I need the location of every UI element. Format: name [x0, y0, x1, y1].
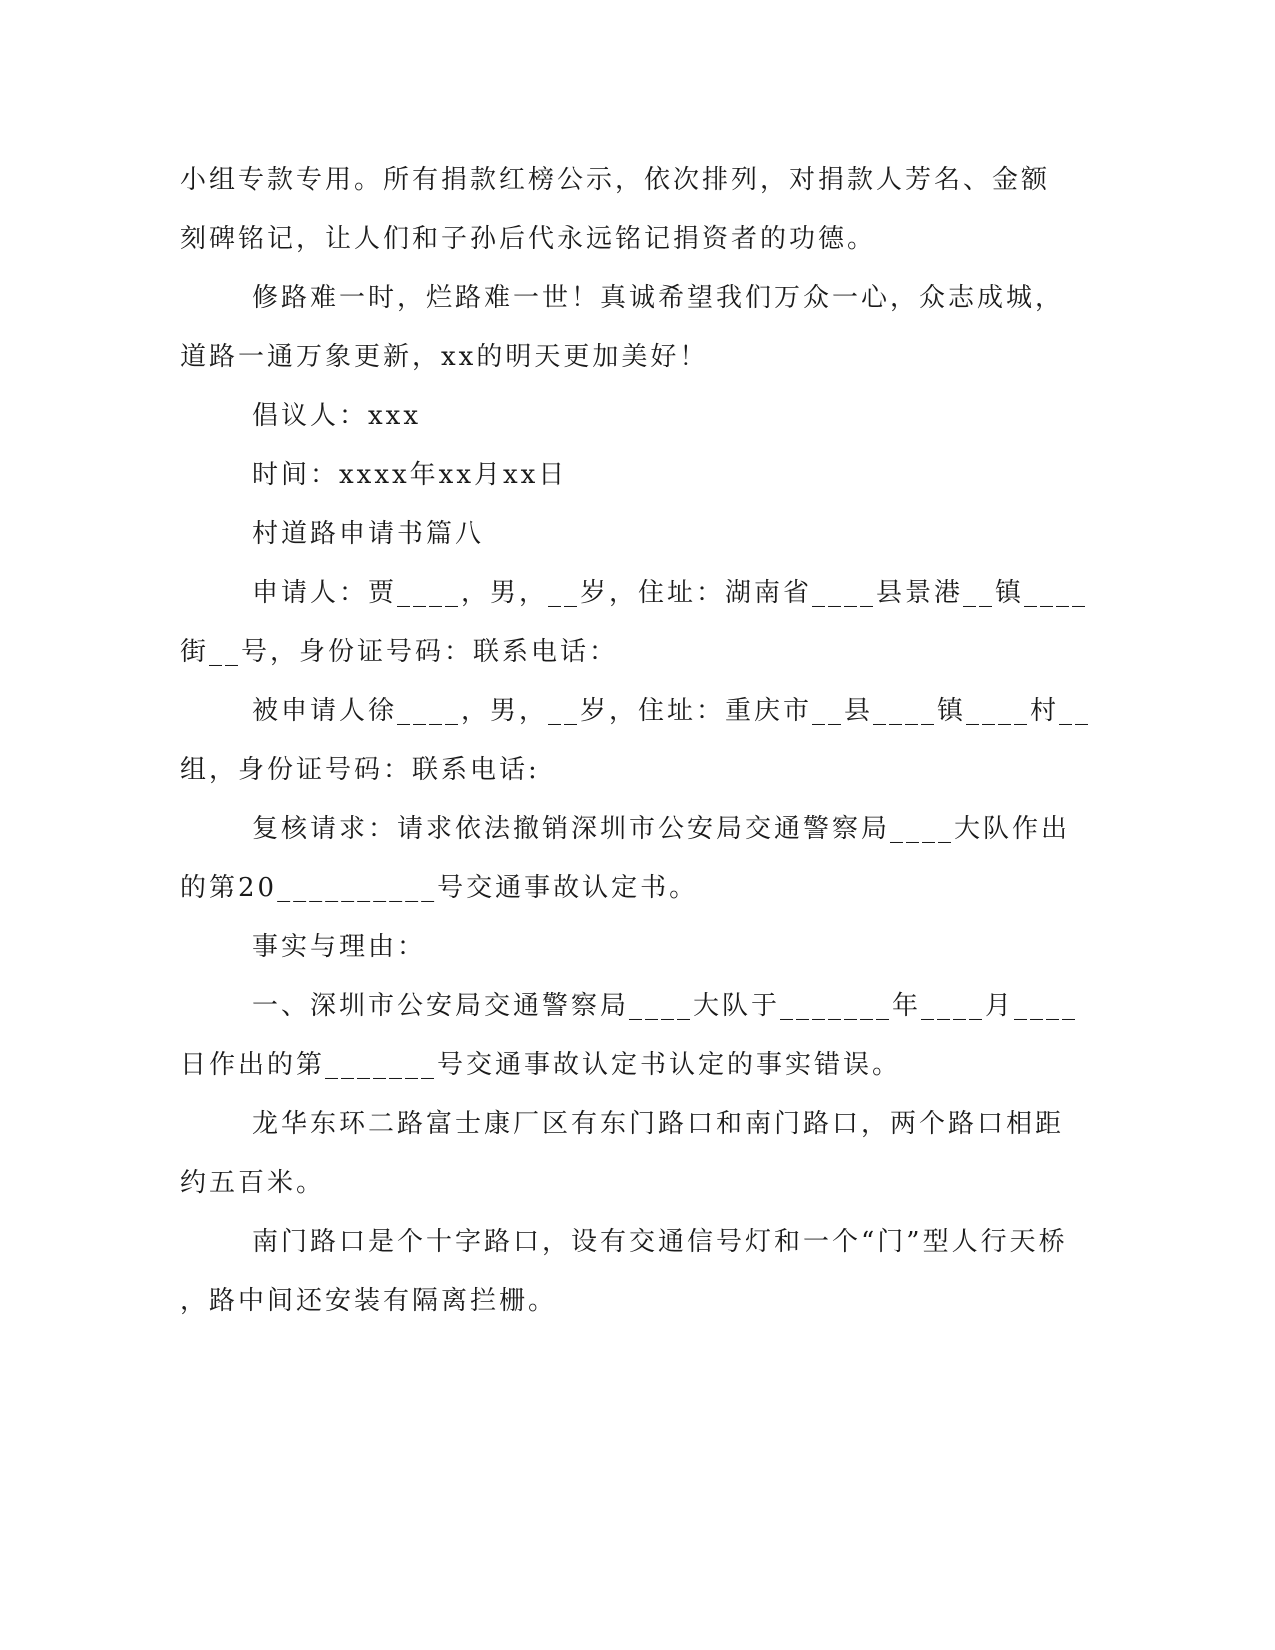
paragraph-line: 被申请人徐____，男，__岁，住址：重庆市__县____镇____村__: [252, 696, 1092, 726]
paragraph-line: 的第20__________号交通事故认定书。: [180, 873, 699, 903]
paragraph-line: 约五百米。: [180, 1168, 326, 1198]
paragraph-line: 南门路口是个十字路口，设有交通信号灯和一个“门”型人行天桥: [252, 1227, 1068, 1257]
paragraph-line: 复核请求：请求依法撤销深圳市公安局交通警察局____大队作出: [252, 814, 1071, 844]
paragraph-line: 小组专款专用。所有捐款红榜公示，依次排列，对捐款人芳名、金额: [180, 165, 1051, 195]
paragraph-line: 一、深圳市公安局交通警察局____大队于_______年____月____: [252, 991, 1079, 1021]
paragraph-line: 日作出的第_______号交通事故认定书认定的事实错误。: [180, 1050, 902, 1080]
paragraph-line: 道路一通万象更新，xx的明天更加美好！: [180, 342, 709, 372]
paragraph-line: 街__号，身份证号码：联系电话：: [180, 637, 619, 667]
paragraph-line: 事实与理由：: [252, 932, 427, 962]
date-line: 时间：xxxx年xx月xx日: [252, 460, 568, 490]
paragraph-line: 刻碑铭记，让人们和子孙后代永远铭记捐资者的功德。: [180, 224, 877, 254]
paragraph-line: ，路中间还安装有隔离拦栅。: [180, 1286, 558, 1316]
proposer-line: 倡议人：xxx: [252, 401, 421, 431]
paragraph-line: 组，身份证号码：联系电话:: [180, 755, 540, 785]
paragraph-line: 申请人：贾____，男，__岁，住址：湖南省____县景港__镇____: [252, 578, 1089, 608]
paragraph-line: 修路难一时，烂路难一世！真诚希望我们万众一心，众志成城，: [252, 283, 1065, 313]
paragraph-line: 龙华东环二路富士康厂区有东门路口和南门路口，两个路口相距: [252, 1109, 1065, 1139]
section-title: 村道路申请书篇八: [252, 519, 485, 549]
